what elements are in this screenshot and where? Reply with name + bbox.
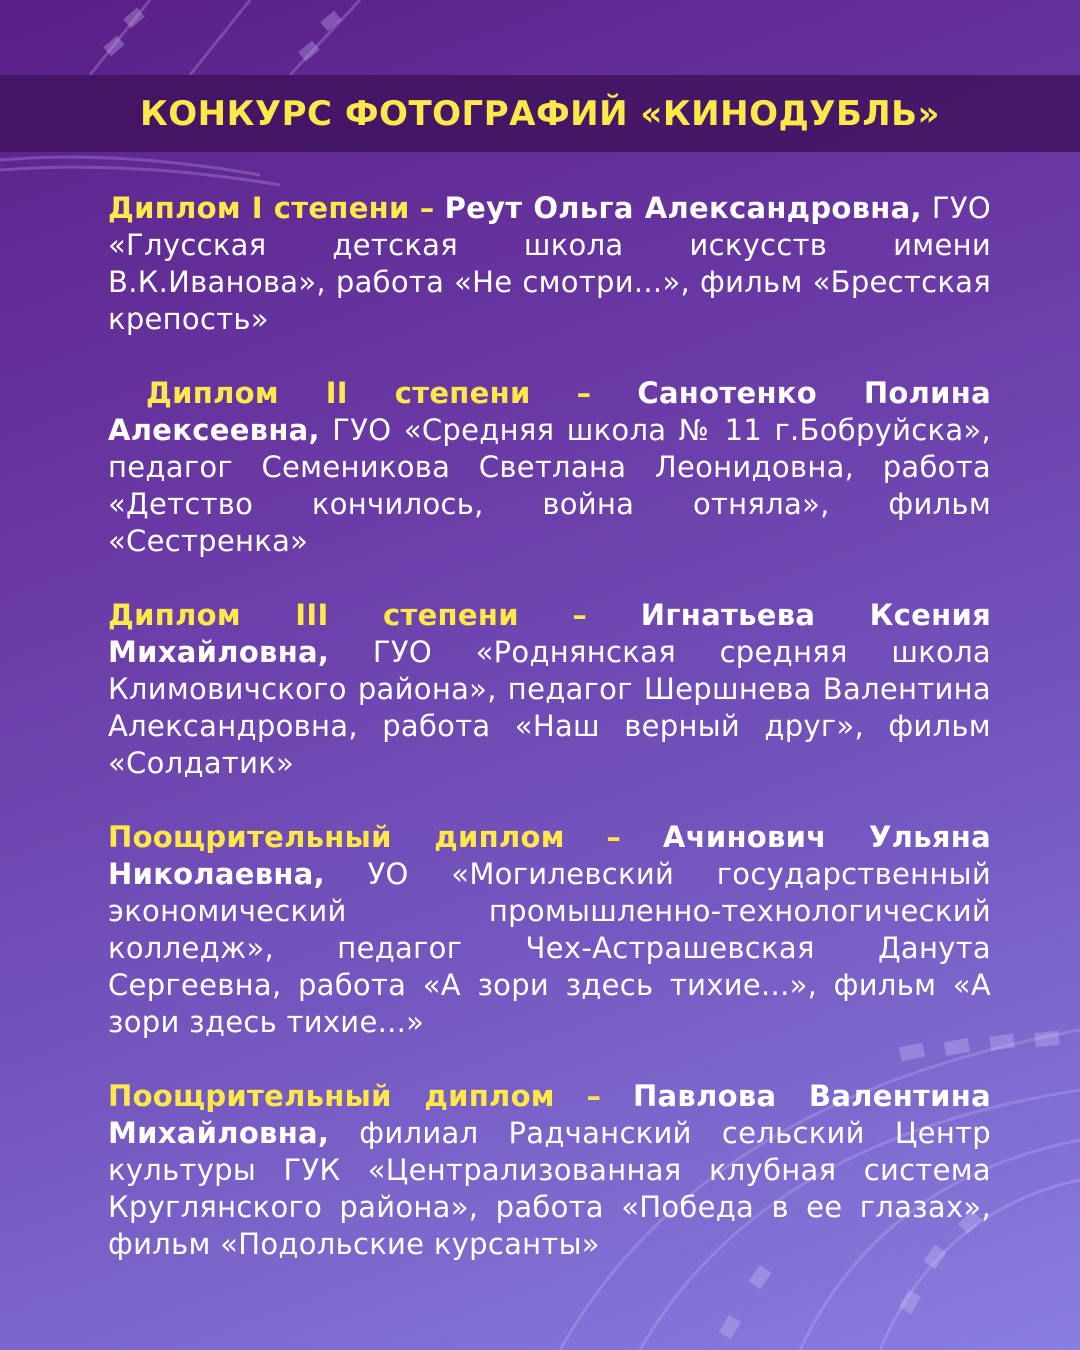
page-title: КОНКУРС ФОТОГРАФИЙ «КИНОДУБЛЬ» [139, 93, 941, 134]
award-dash: – [419, 191, 435, 225]
winner-name: Реут Ольга Александровна, [444, 191, 922, 225]
winner-name: Ачинович Ульяна Николаевна, [108, 820, 991, 891]
award-label: Диплом II степени [146, 376, 531, 410]
winner-details: УО «Могилевский государственный экономический промышленно-технологический колледж», педагог Чех-Астрашевская Данута Сергеевна, работа «А зори здесь тихие...», фильм «А зори здесь тихие...» [108, 857, 991, 1039]
winner-details: ГУО «Средняя школа № 11 г.Бобруйска», педагог Семеникова Светлана Леонидовна, работа «Детство кончилось, война отняла», фильм «Сестренка» [108, 413, 991, 558]
award-label: Диплом I степени [108, 191, 410, 225]
winner-details: филиал Радчанский сельский Центр культуры ГУК «Централизованная клубная система Круглянского района», работа «Победа в ее глазах», фильм «Подольские курсанты» [108, 1116, 991, 1261]
award-dash: – [572, 598, 588, 632]
winner-details: ГУО «Роднянская средняя школа Климовичского района», педагог Шершнева Валентина Александровна, работа «Наш верный друг», фильм «Солдатик» [108, 635, 991, 780]
winner-name: Санотенко Полина Алексеевна, [108, 376, 992, 447]
award-entry-5 [108, 1078, 991, 1263]
award-dash: – [576, 376, 592, 410]
winner-name: Павлова Валентина Михайловна, [108, 1079, 991, 1150]
award-entry-4 [108, 819, 991, 1041]
award-label: Поощрительный диплом [108, 1079, 555, 1113]
award-label: Диплом III степени [108, 598, 519, 632]
award-dash: – [606, 820, 622, 854]
winner-details: ГУО «Глусская детская школа искусств имени В.К.Иванова», работа «Не смотри...», фильм «Брестская крепость» [108, 191, 991, 336]
award-entry-2 [108, 375, 991, 560]
award-entry-1 [108, 190, 991, 338]
header-band [0, 75, 1080, 152]
award-entry-3 [108, 597, 991, 782]
winner-name: Игнатьева Ксения Михайловна, [108, 598, 991, 669]
awards-list [108, 190, 991, 1300]
award-dash: – [586, 1079, 602, 1113]
award-label: Поощрительный диплом [108, 820, 565, 854]
